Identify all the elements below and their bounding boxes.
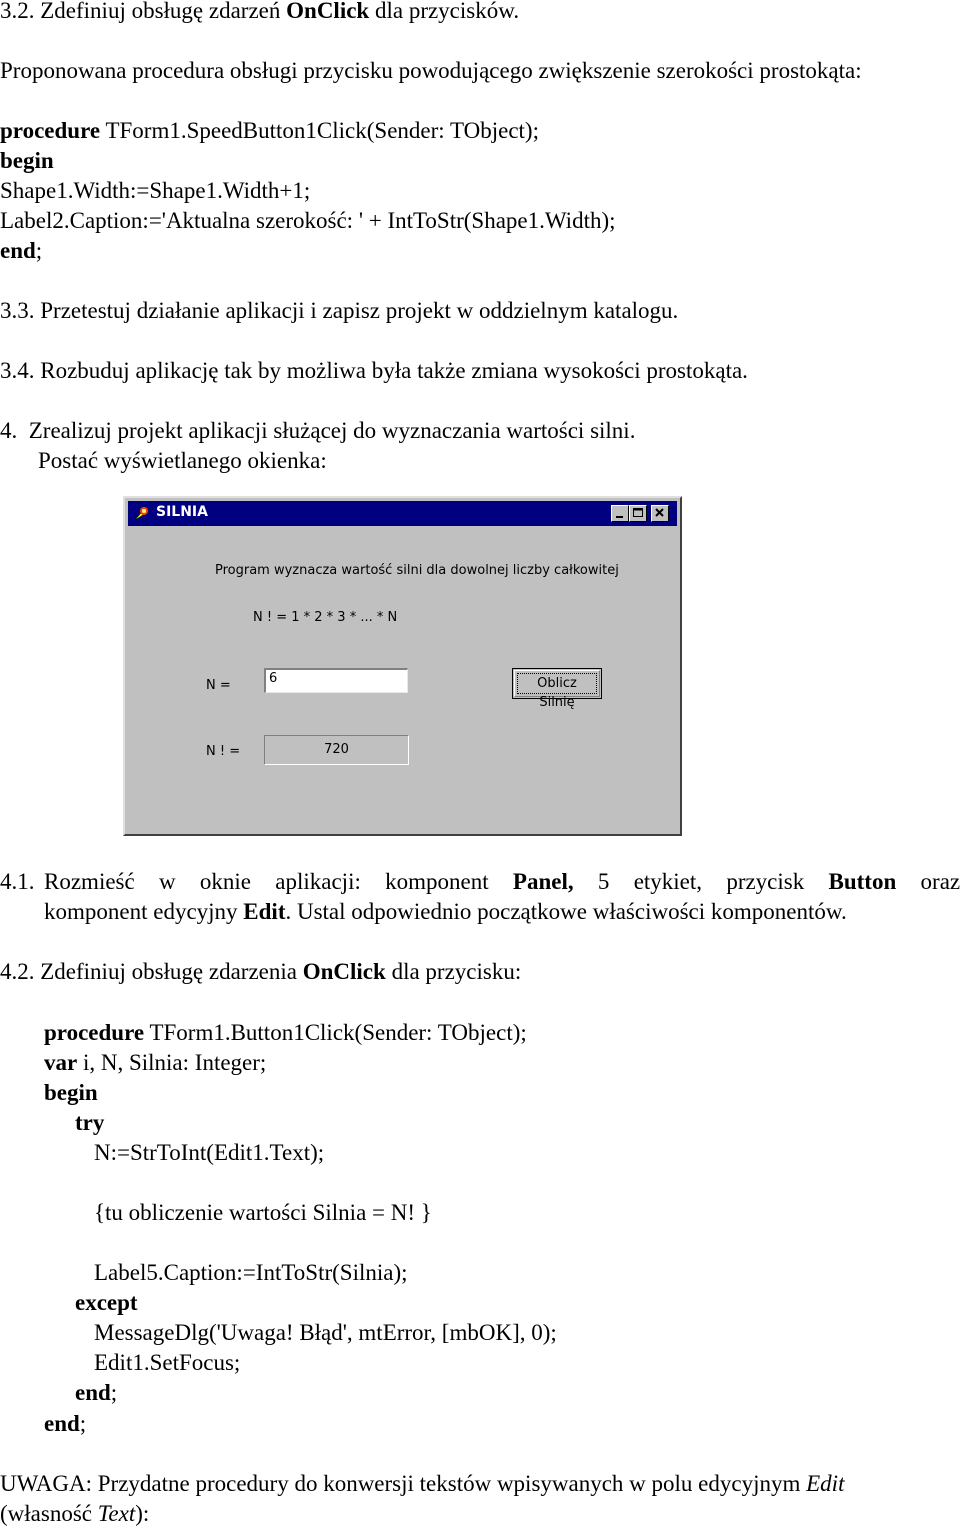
close-button[interactable] [651,505,669,522]
compute-factorial-button[interactable] [512,668,602,710]
code2-line5: N:=StrToInt(Edit1.Text); [94,1140,325,1165]
silnia-window [123,496,682,836]
title-bar [128,501,677,526]
code2-line11: end; [75,1380,118,1405]
window-title: SILNIA [156,504,208,520]
item-4: 4. Zrealizuj projekt aplikacji służącej do wyznaczania wartości silni. [0,418,636,443]
code1-line5: end; [0,238,43,263]
note-line2: (własność Text): [0,1501,150,1526]
minimize-icon [612,506,628,521]
code1-line4: Label2.Caption:='Aktualna szerokość: ' + IntToStr(Shape1.Width); [0,208,616,233]
note-line1: UWAGA: Przydatne procedury do konwersji tekstów wpisywanych w polu edycyjnym Edit [0,1471,845,1496]
code2-line9: MessageDlg('Uwaga! Błąd', mtError, [mbOK], 0); [94,1320,557,1345]
heading-3-2: 3.2. Zdefiniuj obsługę zdarzeń OnClick dla przycisków. [0,0,520,23]
close-icon [652,506,668,521]
code1-line1: procedure TForm1.SpeedButton1Click(Sender: TObject); [0,118,539,143]
code2-line7: Label5.Caption:=IntToStr(Silnia); [94,1260,408,1285]
code2-line8: except [75,1290,138,1315]
intro-text: Proponowana procedura obsługi przycisku powodującego zwiększenie szerokości prostokąta: [0,58,862,83]
maximize-icon [630,506,646,521]
minimize-button[interactable] [611,505,629,522]
maximize-button[interactable] [629,505,647,522]
n-input[interactable]: 6 [264,668,408,693]
formula-label: N ! = 1 * 2 * 3 * ... * N [253,610,398,625]
item-4-1-num: 4.1. [0,869,35,894]
item-3-4: 3.4. Rozbuduj aplikację tak by możliwa była także zmiana wysokości prostokąta. [0,358,748,383]
description-label: Program wyznacza wartość silni dla dowolnej liczby całkowitej [215,563,619,578]
n-label: N = [206,678,231,693]
code2-line10: Edit1.SetFocus; [94,1350,241,1375]
code2-line1: procedure TForm1.Button1Click(Sender: TObject); [44,1020,527,1045]
result-label: N ! = [206,744,241,759]
item-4-subtext: Postać wyświetlanego okienka: [38,448,327,473]
item-4-1-line2: komponent edycyjny Edit. Ustal odpowiednio początkowe właściwości komponentów. [44,899,847,924]
item-4-1-line1: Rozmieść w oknie aplikacji: komponent Panel, 5 etykiet, przycisk Button oraz [44,869,960,894]
compute-factorial-label: Oblicz Silnię [517,673,597,694]
item-4-2: 4.2. Zdefiniuj obsługę zdarzenia OnClick dla przycisku: [0,959,522,984]
code1-line3: Shape1.Width:=Shape1.Width+1; [0,178,311,203]
code2-line12: end; [44,1411,87,1436]
torch-icon [133,505,150,522]
code2-line4: try [75,1110,105,1135]
result-value: 720 [264,735,409,765]
code2-comment: {tu obliczenie wartości Silnia = N! } [94,1200,432,1225]
item-3-3: 3.3. Przetestuj działanie aplikacji i zapisz projekt w oddzielnym katalogu. [0,298,679,323]
code2-line3: begin [44,1080,98,1105]
code2-line2: var i, N, Silnia: Integer; [44,1050,267,1075]
code1-line2: begin [0,148,54,173]
